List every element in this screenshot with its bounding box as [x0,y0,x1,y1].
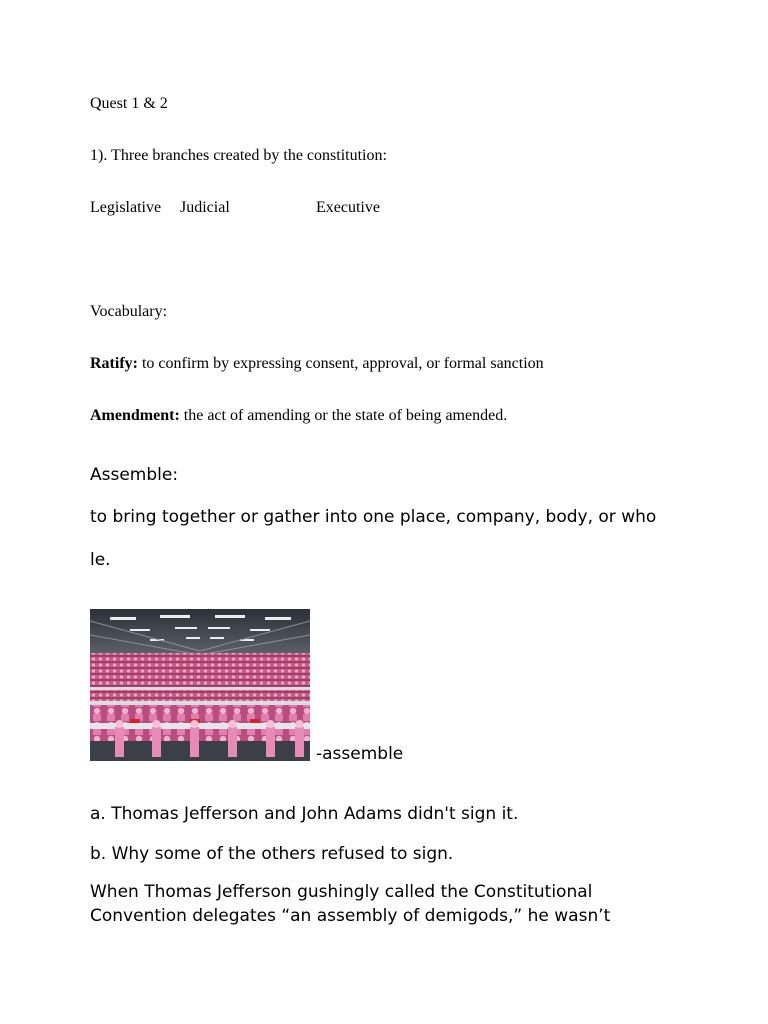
assemble-definition-line2: le. [90,550,111,570]
amendment-term: Amendment: [90,407,180,424]
factory-assembly-photo [90,609,310,761]
image-caption: -assemble [316,744,404,764]
vocabulary-heading: Vocabulary: [90,303,168,320]
ratify-definition: to confirm by expressing consent, approval, or formal sanction [137,355,544,372]
amendment-definition: the act of amending or the state of being amended. [179,407,508,424]
paragraph-line2: Convention delegates “an assembly of demigods,” he wasn’t [90,906,611,926]
point-a: a. Thomas Jefferson and John Adams didn't sign it. [90,804,519,824]
amendment-entry [90,407,507,425]
ratify-term: Ratify: [90,355,138,372]
branch-legislative: Legislative [90,199,162,216]
branch-judicial: Judicial [180,199,230,216]
ratify-entry [90,355,544,373]
document-title: Quest 1 & 2 [90,95,168,112]
point-b: b. Why some of the others refused to sign. [90,844,454,864]
branch-executive: Executive [316,199,380,216]
question-one: 1). Three branches created by the constitution: [90,147,387,164]
assemble-term: Assemble: [90,465,179,485]
factory-workers-image [90,609,310,761]
paragraph-line1: When Thomas Jefferson gushingly called the Constitutional [90,882,593,902]
assemble-definition-line1: to bring together or gather into one place, company, body, or who [90,507,657,527]
